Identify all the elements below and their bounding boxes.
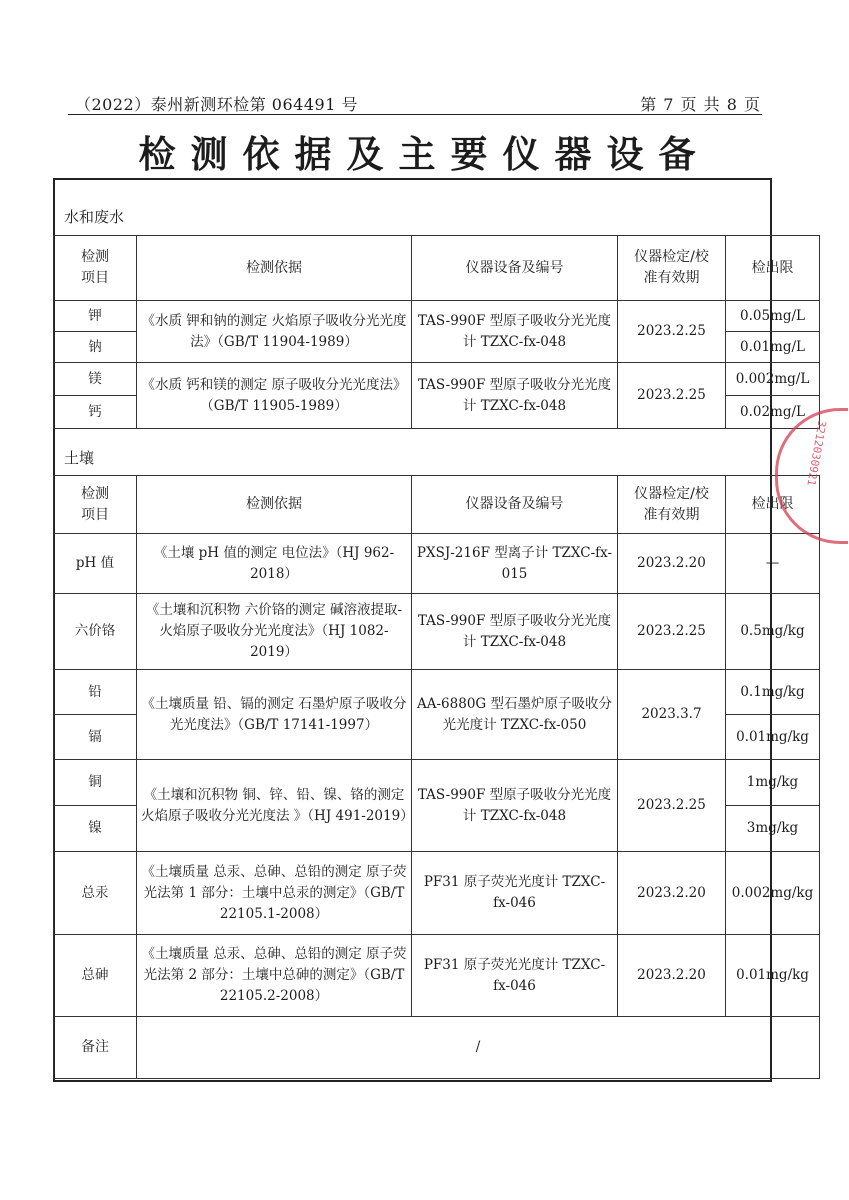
instrument-cell: AA-6880G 型石墨炉原子吸收分光光度计 TZXC-fx-050	[412, 670, 618, 760]
table-row	[54, 935, 820, 1017]
col-valid-header: 仪器检定/校 准有效期	[618, 476, 726, 534]
remarks-value: /	[137, 1017, 820, 1079]
basis-cell: 《土壤质量 铅、镉的测定 石墨炉原子吸收分光光度法》（GB/T 17141-1997）	[137, 670, 412, 760]
remarks-row	[54, 1017, 820, 1079]
limit-cell: —	[726, 534, 820, 594]
table-row	[54, 534, 820, 594]
basis-cell: 《水质 钾和钠的测定 火焰原子吸收分光光度法》（GB/T 11904-1989）	[137, 301, 412, 363]
limit-cell: 0.1mg/kg	[726, 670, 820, 715]
table-row	[54, 363, 820, 396]
limit-cell: 0.01mg/L	[726, 332, 820, 363]
table-header-row	[54, 476, 820, 534]
item-cell: 铜	[54, 760, 137, 806]
item-cell: 钙	[54, 396, 137, 429]
valid-cell: 2023.2.25	[618, 594, 726, 670]
instrument-cell: TAS-990F 型原子吸收分光光度计 TZXC-fx-048	[412, 301, 618, 363]
table-row	[54, 670, 820, 715]
limit-cell: 3mg/kg	[726, 806, 820, 852]
page-title: 检测依据及主要仪器设备	[138, 133, 711, 176]
item-cell: 钾	[54, 301, 137, 332]
col-valid-header: 仪器检定/校 准有效期	[618, 236, 726, 301]
col-item-header: 检测 项目	[54, 476, 137, 534]
remarks-label: 备注	[54, 1017, 137, 1079]
table-row	[54, 594, 820, 670]
valid-cell: 2023.2.25	[618, 760, 726, 852]
table-row	[54, 760, 820, 806]
item-cell: 镉	[54, 715, 137, 760]
instrument-cell: TAS-990F 型原子吸收分光光度计 TZXC-fx-048	[412, 594, 618, 670]
table-row	[54, 852, 820, 935]
basis-cell: 《土壤质量 总汞、总砷、总铅的测定 原子荧光法第 1 部分：土壤中总汞的测定》（GB/T 22105.1-2008）	[137, 852, 412, 935]
basis-cell: 《土壤 pH 值的测定 电位法》（HJ 962-2018）	[137, 534, 412, 594]
basis-cell: 《水质 钙和镁的测定 原子吸收分光光度法》（GB/T 11905-1989）	[137, 363, 412, 429]
header-rule	[68, 114, 762, 115]
valid-cell: 2023.3.7	[618, 670, 726, 760]
water-table	[53, 235, 820, 429]
col-basis-header: 检测依据	[137, 476, 412, 534]
item-cell: pH 值	[54, 534, 137, 594]
limit-cell: 0.01mg/kg	[726, 935, 820, 1017]
limit-cell: 0.5mg/kg	[726, 594, 820, 670]
limit-cell: 0.002mg/kg	[726, 852, 820, 935]
seal-stamp-number: 3212030921	[804, 419, 829, 487]
valid-cell: 2023.2.20	[618, 935, 726, 1017]
limit-cell: 1mg/kg	[726, 760, 820, 806]
col-basis-header: 检测依据	[137, 236, 412, 301]
item-cell: 钠	[54, 332, 137, 363]
instrument-cell: PF31 原子荧光光度计 TZXC-fx-046	[412, 935, 618, 1017]
col-item-header: 检测 项目	[54, 236, 137, 301]
valid-cell: 2023.2.20	[618, 534, 726, 594]
instrument-cell: PXSJ-216F 型离子计 TZXC-fx-015	[412, 534, 618, 594]
section-title-soil: 土壤	[64, 449, 95, 467]
limit-cell: 0.02mg/L	[726, 396, 820, 429]
instrument-cell: TAS-990F 型原子吸收分光光度计 TZXC-fx-048	[412, 760, 618, 852]
table-row	[54, 301, 820, 332]
col-instrument-header: 仪器设备及编号	[412, 236, 618, 301]
col-instrument-header: 仪器设备及编号	[412, 476, 618, 534]
basis-cell: 《土壤和沉积物 铜、锌、铅、镍、铬的测定 火焰原子吸收分光光度法 》（HJ 491-2019）	[137, 760, 412, 852]
section-title-water: 水和废水	[64, 208, 125, 226]
item-cell: 总砷	[54, 935, 137, 1017]
item-cell: 镁	[54, 363, 137, 396]
item-cell: 六价铬	[54, 594, 137, 670]
valid-cell: 2023.2.20	[618, 852, 726, 935]
basis-cell: 《土壤和沉积物 六价铬的测定 碱溶液提取-火焰原子吸收分光光度法》（HJ 1082-2019）	[137, 594, 412, 670]
limit-cell: 0.002mg/L	[726, 363, 820, 396]
limit-cell: 0.01mg/kg	[726, 715, 820, 760]
item-cell: 总汞	[54, 852, 137, 935]
col-limit-header: 检出限	[726, 236, 820, 301]
col-limit-header: 检出限	[726, 476, 820, 534]
table-header-row	[54, 236, 820, 301]
soil-table	[53, 475, 820, 1079]
item-cell: 镍	[54, 806, 137, 852]
item-cell: 铅	[54, 670, 137, 715]
limit-cell: 0.05mg/L	[726, 301, 820, 332]
valid-cell: 2023.2.25	[618, 301, 726, 363]
report-number: （2022）泰州新测环检第 064491 号	[75, 95, 358, 114]
instrument-cell: TAS-990F 型原子吸收分光光度计 TZXC-fx-048	[412, 363, 618, 429]
instrument-cell: PF31 原子荧光光度计 TZXC-fx-046	[412, 852, 618, 935]
page-info: 第 7 页 共 8 页	[640, 95, 761, 114]
valid-cell: 2023.2.25	[618, 363, 726, 429]
basis-cell: 《土壤质量 总汞、总砷、总铅的测定 原子荧光法第 2 部分：土壤中总砷的测定》（GB/T 22105.2-2008）	[137, 935, 412, 1017]
